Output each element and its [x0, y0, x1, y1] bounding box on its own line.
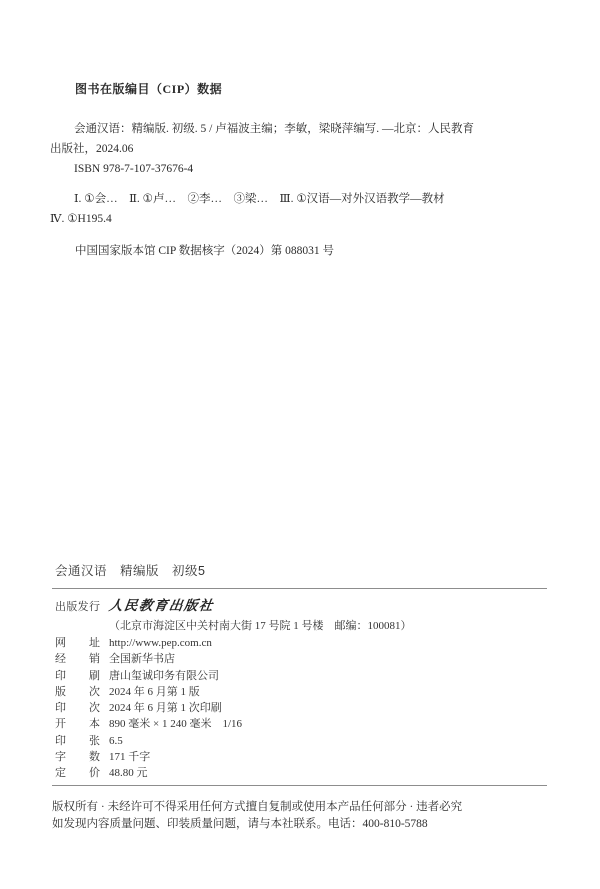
table-row-publisher — [55, 596, 552, 617]
table-row-printing — [55, 700, 552, 716]
table-row-sheets — [55, 733, 552, 749]
cip-classification-line1: Ⅰ. ①会… Ⅱ. ①卢… ②李… ③梁… Ⅲ. ①汉语—对外汉语教学—教材 — [74, 193, 445, 205]
divider-top — [52, 588, 547, 589]
table-row-format — [55, 716, 552, 732]
cip-classification-line2: Ⅳ. ①H195.4 — [50, 213, 112, 225]
table-row-website — [55, 635, 552, 651]
copyright-line1: 版权所有 · 未经许可不得采用任何方式擅自复制或使用本产品任何部分 · 违者必究 — [52, 801, 463, 813]
row-label: 印张 — [55, 734, 100, 747]
row-label: 印刷 — [55, 669, 100, 682]
divider-bottom — [52, 785, 547, 786]
row-value: 890 毫米 × 1 240 毫米 1/16 — [109, 718, 243, 731]
row-value: 全国新华书店 — [109, 653, 175, 666]
table-row-edition — [55, 684, 552, 700]
row-value: 48.80 元 — [109, 767, 148, 780]
row-label: 经销 — [55, 653, 100, 666]
row-label: 字数 — [55, 751, 100, 764]
table-row-printer — [55, 668, 552, 684]
row-value: 2024 年 6 月第 1 版 — [109, 685, 200, 698]
row-label: 印次 — [55, 702, 100, 715]
cip-description — [50, 119, 555, 179]
cip-record-number: 中国国家版本馆 CIP 数据核字（2024）第 088031 号 — [75, 245, 334, 257]
copyright-notice — [52, 799, 552, 833]
row-label: 网址 — [55, 637, 100, 649]
row-value: 171 千字 — [109, 751, 151, 764]
publisher-row-label: 出版发行 — [55, 601, 100, 613]
cip-description-line2: 出版社，2024.06 — [50, 143, 134, 155]
table-row-price — [55, 765, 552, 781]
isbn-number: ISBN 978-7-107-37676-4 — [74, 163, 194, 175]
table-row-distributor — [55, 651, 552, 667]
row-label: 开本 — [55, 718, 100, 731]
row-value: 唐山玺诚印务有限公司 — [109, 669, 219, 682]
website-url: http://www.pep.com.cn — [109, 637, 212, 649]
publisher-logo: 人民教育出版社 — [107, 598, 216, 613]
cip-description-line1: 会通汉语：精编版. 初级. 5 / 卢福波主编；李敏，梁晓萍编写. —北京：人民教育 — [74, 123, 474, 135]
row-label: 版次 — [55, 685, 100, 698]
copyright-line2: 如发现内容质量问题、印装质量问题，请与本社联系。电话：400-810-5788 — [52, 818, 428, 830]
row-value: 6.5 — [109, 734, 123, 747]
row-value: 2024 年 6 月第 1 次印刷 — [109, 702, 222, 715]
table-row-wordcount — [55, 749, 552, 765]
publication-info-table — [55, 596, 552, 782]
cip-header: 图书在版编目（CIP）数据 — [75, 82, 223, 96]
book-title: 会通汉语 精编版 初级5 — [55, 564, 206, 578]
publisher-address: （北京市海淀区中关村南大街 17 号院 1 号楼 邮编：100081） — [109, 620, 412, 632]
cip-classification — [50, 189, 555, 229]
row-label: 定价 — [55, 767, 100, 780]
